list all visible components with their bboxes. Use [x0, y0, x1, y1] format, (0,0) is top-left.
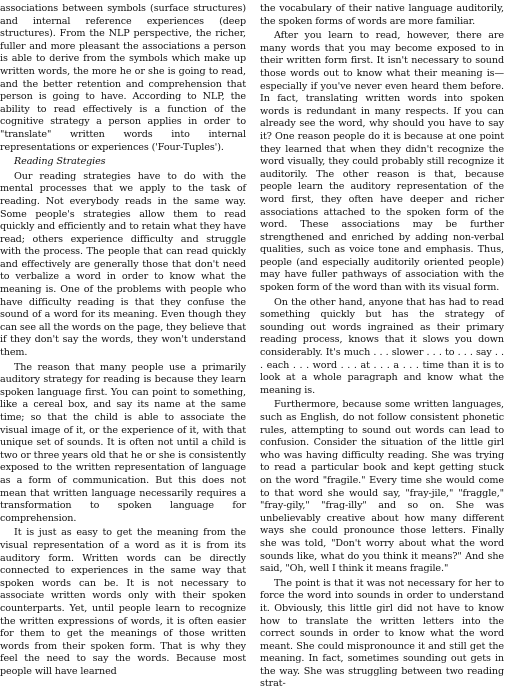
paragraph: The reason that many people use a primarily auditory strategy for reading is because they learn spoken language first. You can point to something, like a cereal box, and say its name at the same time; so that the child is able to associate the visual image of it, or the experience of it, with that unique set of sounds. It is often not until a child is two or three years old that he or she is consistently exposed to the written representation of language as a form of communication. But this does not mean that written language necessarily requires a transformation to spoken language for comprehension. [0, 361, 246, 524]
paragraph: After you learn to read, however, there are many words that you may become exposed to in their written form first. It isn't necessary to sound those words out to know what their meaning is—especially if you've never even heard them before. In fact, translating written words into spoken words is redundant in many respects. If you can already see the word, why should you have to say it? One reason people do it is because at one point they learned that when they didn't recognize the word visually, they could probably still recognize it auditorily. The other reason is that, because people learn the auditory representation of the word first, they often have deeper and richer associations attached to the spoken form of the word. These associations may be further strengthened and enriched by adding non-verbal qualities, such as voice tone and emphasis. Thus, people (and especially auditorily oriented people) may have fuller pathways of association with the spoken form of the word than with its visual form. [260, 30, 504, 294]
paragraph: Our reading strategies have to do with the mental processes that we apply to the task of reading. Not everybody reads in the same way. Some people's strategies allow them to read quickly and efficiently and to retain what they have read; others experience difficulty and struggle with the process. The people that can read quickly and effectively are generally those that don't need to verbalize a word in order to know what the meaning is. One of the problems with people who have difficulty reading is that they confuse the sound of a word for its meaning. Even though they can see all the words on the page, they believe that if they don't say the words, they won't understand them. [0, 170, 246, 359]
paragraph: It is just as easy to get the meaning from the visual representation of a word as it is from its auditory form. Written words can be directly connected to experiences in the same way that spoken words can be. It is not necessary to associate written words only with their spoken counterparts. Yet, until people learn to recognize the written expressions of words, it is often easier for them to get the meanings of those written words from their spoken form. That is why they feel the need to say the words. Because most people will have learned [0, 527, 246, 677]
paragraph: The point is that it was not necessary for her to force the word into sounds in order to understand it. Obviously, this little girl did not have to know how to translate the written letters into the correct sounds in order to know what the word meant. She could mispronounce it and still get the meaning. In fact, sometimes sounding out gets in the way. She was struggling between two reading strat- [260, 577, 504, 690]
paragraph-continued: the vocabulary of their native language auditorily, the spoken forms of words are more familiar. [260, 3, 504, 27]
paragraph: On the other hand, anyone that has had to read something quickly but has the strategy of sounding out words ingrained as their primary reading process, knows that it slows you down considerably. It's much . . . slower . . . to . . . say . . . each . . . word . . . at . . . a . . . time than it is to look at a whole paragraph and know what the meaning is. [260, 296, 504, 396]
paragraph: Furthermore, because some written languages, such as English, do not follow consistent phonetic rules, attempting to sound out words can lead to confusion. Consider the situation of the little girl who was having difficulty reading. She was trying to read a particular book and kept getting stuck on the word "fragile." Every time she would come to that word she would say, "fray-jile," "fraggle," "fray-gily," "frag-illy" and so on. She was unbelievably creative about how many different ways she could pronounce those letters. Finally she was told, "Don't worry about what the word sounds like, what do you think it means?" And she said, "Oh, well I think it means fragile." [260, 399, 504, 575]
section-heading: Reading Strategies [14, 156, 106, 168]
paragraph-intro: associations between symbols (surface structures) and internal reference experiences (deep structures). From the NLP perspective, the richer, fuller and more pleasant the associations a person is able to derive from the symbols which make up written words, the more he or she is going to read, and the better retention and comprehension that person is going to have. According to NLP, the ability to read effectively is a function of the cognitive strategy a person applies in order to "translate" written words into internal representations or experiences ('Four-Tuples'). [0, 3, 246, 153]
left-column [0, 3, 246, 680]
right-column [260, 3, 504, 693]
